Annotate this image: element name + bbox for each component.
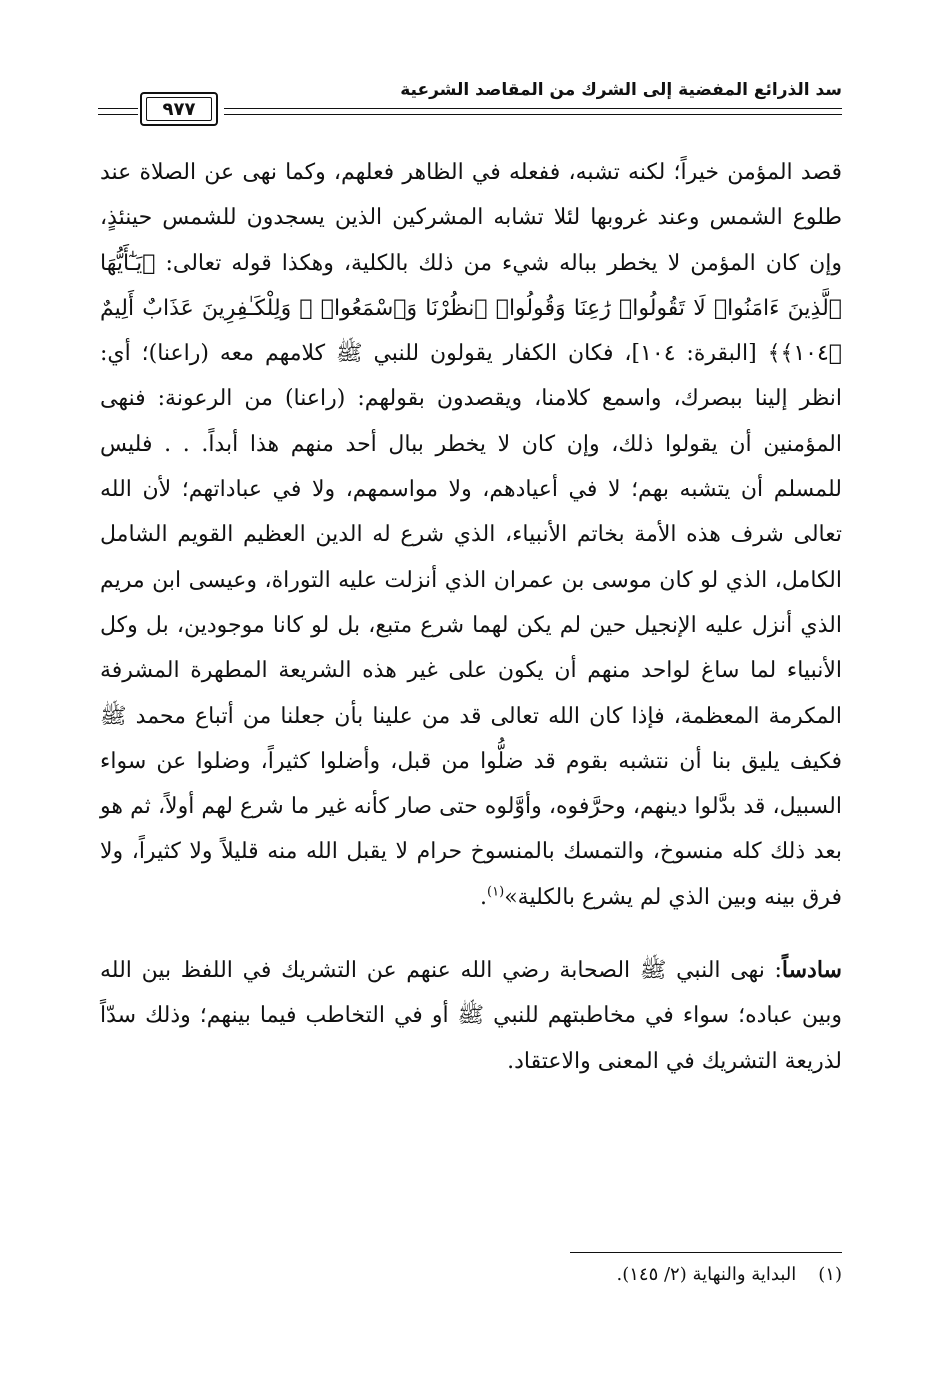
paragraph-2-text: : نهى النبي ﷺ الصحابة رضي الله عنهم عن التشريك في اللفظ بين الله وبين عباده؛ سواء في مخاطبتهم للنبي ﷺ أو في التخاطب فيما بينهم؛ وذلك سدّاً لذريعة التشريك في المعنى والاعتقاد. xyxy=(100,958,842,1074)
quran-reference: [البقرة: ١٠٤] xyxy=(631,341,768,367)
running-title: سد الذرائع المفضية إلى الشرك من المقاصد الشرعية xyxy=(400,80,842,100)
paragraph-1-end: . xyxy=(480,884,488,910)
header-rule-top xyxy=(224,108,842,109)
main-text xyxy=(100,150,842,1084)
quran-verse: ﴿يَـٰٓأَيُّهَا ٱلَّذِينَ ءَامَنُوا۟ لَا تَقُولُوا۟ رَٰعِنَا وَقُولُوا۟ ٱنظُرْنَا وَٱسْمَعُوا۟ ۗ وَلِلْكَـٰفِرِينَ عَذَابٌ أَلِيمٌ ﴿١٠٤﴾﴾ xyxy=(100,250,842,367)
page-number: ٩٧٧ xyxy=(146,97,212,121)
footnote-separator xyxy=(570,1252,842,1253)
footnote-number: (١) xyxy=(818,1264,842,1285)
header-rule-bottom xyxy=(224,114,842,115)
header-rule-left-bottom xyxy=(98,114,138,115)
paragraph-2 xyxy=(100,948,842,1084)
paragraph-1 xyxy=(100,150,842,920)
footnote xyxy=(616,1264,842,1285)
page-number-frame xyxy=(140,92,218,126)
paragraph-1-opening: قصد المؤمن خيراً؛ لكنه تشبه، ففعله في الظاهر فعلهم، وكما نهى عن الصلاة عند طلوع الشمس وعند غروبها لئلا تشابه المشركين الذين يسجدون للشمس حينئذٍ، وإن كان المؤمن لا يخطر بباله شيء من ذلك بالكلية، وهكذا قوله تعالى: xyxy=(100,160,842,276)
paragraph-1-body: ، فكان الكفار يقولون للنبي ﷺ كلامهم معه (راعنا)؛ أي: انظر إلينا ببصرك، واسمع كلامنا، ويقصدون بقولهم: (راعنا) من الرعونة: فنهى المؤمنين أن يقولوا ذلك، وإن كان لا يخطر ببال أحد منهم هذا أبداً. . . فليس للمسلم أن يتشبه بهم؛ لا في أعيادهم، ولا مواسمهم، ولا في عباداتهم؛ لأن الله تعالى شرف هذه الأمة بخاتم الأنبياء، الذي شرع له الدين العظيم القويم الشامل الكامل، الذي لو كان موسى بن عمران الذي أنزلت عليه التوراة، وعيسى ابن مريم الذي أنزل عليه الإنجيل حين لم يكن لهما شرع متبع، بل لو كانا موجودين، بل وكل الأنبياء لما ساغ لواحد منهم أن يكون على غير هذه الشريعة المطهرة المشرفة المكرمة المعظمة، فإذا كان الله تعالى قد من علينا بأن جعلنا من أتباع محمد ﷺ فكيف يليق بنا أن نتشبه بقوم قد ضلُّوا من قبل، وأضلوا كثيراً، وضلوا عن سواء السبيل، قد بدَّلوا دينهم، وحرَّفوه، وأوَّلوه حتى صار كأنه غير ما شرع لهم أولاً، ثم هو بعد ذلك كله منسوخ، والتمسك بالمنسوخ حرام لا يقبل الله منه قليلاً ولا كثيراً، ولا فرق بينه وبين الذي لم يشرع بالكلية» xyxy=(100,341,842,910)
footnote-text: البداية والنهاية (٢/ ١٤٥). xyxy=(616,1264,797,1285)
footnote-reference[interactable]: (١) xyxy=(487,884,505,900)
page-header xyxy=(98,78,842,128)
header-rule-left-top xyxy=(98,108,138,109)
paragraph-2-lead: سادساً xyxy=(781,957,842,984)
